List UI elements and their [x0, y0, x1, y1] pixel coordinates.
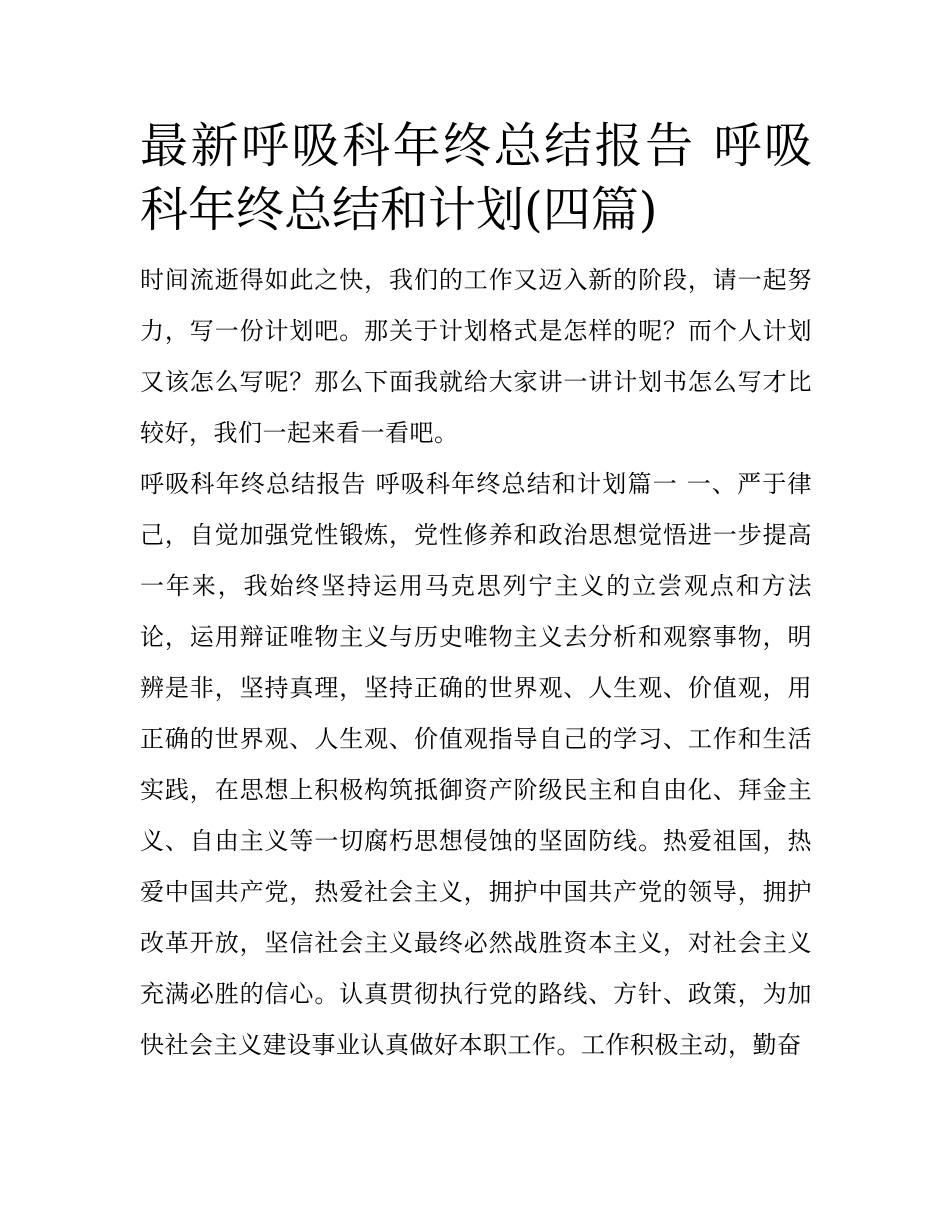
document-body	[140, 114, 812, 1071]
body-paragraph: 呼吸科年终总结报告 呼吸科年终总结和计划篇一 一、严于律己，自觉加强党性锻炼，党性修养和政治思想觉悟进一步提高一年来，我始终坚持运用马克思列宁主义的立尝观点和方法论，运用辩证唯物主义与历史唯物主义去分析和观察事物，明辨是非，坚持真理，坚持正确的世界观、人生观、价值观，用正确的世界观、人生观、价值观指导自己的学习、工作和生活实践，在思想上积极构筑抵御资产阶级民主和自由化、拜金主义、自由主义等一切腐朽思想侵蚀的坚固防线。热爱祖国，热爱中国共产党，热爱社会主义，拥护中国共产党的领导，拥护改革开放，坚信社会主义最终必然战胜资本主义，对社会主义充满必胜的信心。认真贯彻执行党的路线、方针、政策，为加快社会主义建设事业认真做好本职工作。工作积极主动，勤奋	[140, 470, 812, 1059]
document-title: 最新呼吸科年终总结报告 呼吸科年终总结和计划(四篇)	[140, 118, 812, 238]
intro-paragraph: 时间流逝得如此之快，我们的工作又迈入新的阶段，请一起努力，写一份计划吧。那关于计划格式是怎样的呢？而个人计划又该怎么写呢？那么下面我就给大家讲一讲计划书怎么写才比较好，我们一起来看一看吧。	[140, 266, 812, 447]
